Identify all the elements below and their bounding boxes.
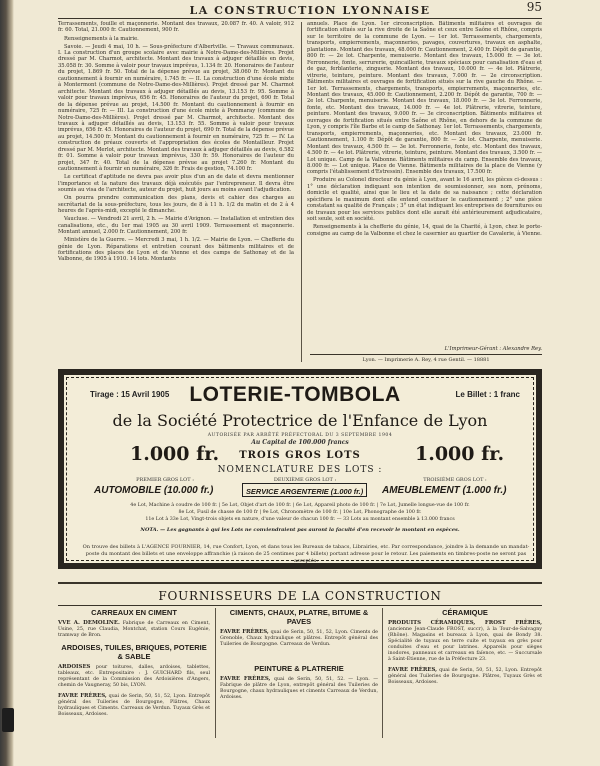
draw-date: Tirage : 15 Avril 1905: [90, 390, 170, 399]
paragraph: annuels. Place de Lyon. 1er circonscription. Bâtiments militaires et ouvrages de fortification situés sur la rive droite de la Saône et ceux entre Saône et Rhône, compris sur le territoire de la commune de Lyon. — 1er lot. Terrassements, chargements, transports, empierrements, maçonneries, pavages, couvertures, travaux en asphalte, plantations. Montant des travaux, 48.000 fr. Cautionnement, 2.400 fr. Dépôt de garantie, 800 fr. — 2e lot. Charpente, menuiserie. Montant des travaux, 15.000 fr. — 3e lot. Ferronnerie, fonte, serrurerie, quincaillerie, travaux spéciaux pour canalisation d'eau et de gaz, ferblanterie, zinguerie. Montant des travaux, 10.000 fr. — 4e lot. Plâtrerie, vitrerie, teinture, peinture. Montant des travaux, 7.000 fr. — 2e circonscription. Bâtiments militaires et ouvrages de fortification situés sur la rive gauche du Rhône. — 1er lot. Terrassements, chargements, transports, empierrements, maçonneries, etc. Montant des travaux, 45.000 fr. Cautionnement, 2.200 fr. Dépôt de garantie, 700 fr. — 2e lot. Charpente, menuiserie. Montant des travaux, 18.000 fr. — 3e lot. Ferronnerie, fonte, etc. Montant des travaux, 14.000 fr. — 4e lot. Plâtrerie, vitrerie, teinture, peinture. Montant des travaux, 9.000 fr. — 3e circonscription. Bâtiments militaires et ouvrages de fortification situés entre Saône et Rhône, en dehors de la commune de Lyon, y compris l'île Barbe et le camp de Sathonay. 1er lot. Terrassements, chargements, transports, empierrements, maçonneries, etc. Montant des travaux, 23.000 fr. Cautionnement, 1.100 fr. Dépôt de garantie, 800 fr. — 2e lot. Charpente, menuiserie. Montant des travaux, 4.500 fr. — 3e lot. Ferronnerie, fonte, etc. Montant des travaux, 4.500 fr. — 4e lot. Plâtrerie, vitrerie, teinture, peinture. Montant des travaux, 3.500 fr. — Lot unique. Camp de la Valbonne. Bâtiments militaires du camp. Ensemble des travaux, 8.000 fr. — Lot unique. Place de Vienne. Bâtiments militaires de la place de Vienne (y compris l'établissement d'Estressin). Ensemble des travaux, 17.500 fr.: [307, 21, 542, 176]
supplier-entry: [220, 629, 378, 648]
supplier-column: [58, 608, 210, 722]
paragraph: Produire au Colonel directeur du génie à Lyon, avant le 16 avril, les pièces ci-dessus : 1° une déclaration indiquant son intention de soumissionner, ses nom, prénoms, domicile et qualité, ainsi que le lieu et la date de sa naissance ; cette déclaration spécifiera le maximum dont elle entend constituer le cautionnement ; 2° une pièce constatant sa qualité de Français ; 3° un état indiquant les entreprises de fournitures ou de travaux pour les services publics dont elle aurait été antérieurement adjudicataire, soit seule, soit en société.: [307, 177, 542, 223]
third-lot-rank: TROISIÈME GROS LOT :: [423, 477, 487, 483]
imprint-rule: [310, 354, 542, 355]
ticket-sale-info: On trouve des billets à L'AGENCE FOURNIER, 14, rue Confort, Lyon, et dans tous les Bureaux de tabacs, Librairies, etc. Par correspondance, joindre à la demande un mandat-poste du montant des billets et une enveloppe affranchie (à raison de 25 centimes par 4 billets) portant adresse pour le retour. Les paiements en timbres-poste ne seront pas acceptés.: [82, 544, 530, 564]
supplier-entry: [58, 693, 210, 718]
society-name: de la Société Protectrice de l'Enfance de Lyon: [112, 411, 488, 430]
capital-text: Au Capital de 100.000 francs: [251, 439, 349, 446]
column-divider: [382, 608, 383, 738]
page-binding-edge: [0, 0, 14, 766]
supplier-entry: [58, 664, 210, 689]
supplier-heading: CIMENTS, CHAUX, PLATRE, BITUME & PAVES: [229, 608, 369, 626]
column-divider: [301, 22, 302, 362]
paragraph: On pourra prendre communication des plans, devis et cahier des charges au secrétariat de la sous-préfecture, tous les jours, de 8 à 11 h. 1/2 du matin et de 2 à 4 heures de l'après-midi, excepté le dimanche.: [58, 195, 294, 215]
supplier-name: PRODUITS CÉRAMIQUES, FROST FRÈRES,: [388, 620, 542, 626]
supplier-description: quai de Serin, 50, 51, 52, Lyon. Entrepôt général des Tuileries de Bourgogne, Plâtres, Chaux hydrauliques et Ciments. Carreaux de Verdun. Tuyaux Grès et Boisseaux, Ardoises.: [58, 694, 210, 717]
authorization-text: AUTORISÉE PAR ARRÊTÉ PRÉFECTORAL DU 3 SEPTEMBRE 1904: [207, 433, 393, 438]
second-lot-rank: DEUXIÈME GROS LOT :: [273, 477, 337, 483]
supplier-name: FAVRE FRÈRES,: [388, 667, 438, 673]
supplier-description: quai de Serin, 50, 51, 52. — Lyon. — Fabrique de plâtre de Lyon, entrepôt général des Tuileries de Bourgogne, chaux hydrauliques et ciments Carreaux de Verdun, Ardoises.: [220, 677, 378, 700]
paragraph: Le certificat d'aptitude ne devra pas avoir plus d'un an de date et devra mentionner l'importance et la nature des travaux déjà exécutés par l'entrepreneur. Il devra être soumis au visa de l'architecte, auteur du projet, huit jours au moins avant l'adjudication.: [58, 174, 294, 194]
supplier-name: FAVRE FRÈRES,: [220, 629, 269, 635]
three-big-lots: TROIS GROS LOTS: [239, 450, 361, 461]
first-lot-value: AUTOMOBILE (10.000 fr.): [94, 485, 214, 496]
supplier-description: quai de Serin, 50, 51, 52, Lyon. Entrepôt général des Tuileries de Bourgogne. Plâtres, Tuyaux Grès et Boisseaux, Ardoises.: [388, 668, 542, 685]
minor-lots-line: 11e Lot à 33e Lot, Vingt-trois objets en nature, d'une valeur de chacun 100 fr. — 33 Lots au montant ensemble à 13.000 francs: [145, 517, 455, 523]
signature-block: [307, 343, 542, 352]
ticket-price: Le Billet : 1 franc: [455, 390, 520, 399]
minor-lots-list: [70, 502, 530, 524]
page-number: 95: [526, 0, 542, 14]
library-stamp: [2, 708, 14, 732]
supplier-description: quai de Serin, 50, 51, 52, Lyon. Ciments de Grenoble, Chaux hydraulique et plâtres. Entrepôt général des Tuileries de Bourgogne. Carreaux de Verdun.: [220, 630, 378, 647]
printer-signature: L'Imprimeur-Gérant : Alexandre Rey.: [444, 346, 542, 352]
paragraph: Ministère de la Guerre. — Mercredi 3 mai, 1 h. 1/2. — Mairie de Lyon. — Chefferie du génie de Lyon. Réparations et entretien courant des bâtiments militaires et de fortifications des places de Lyon et de Vienne et des camps de Sathonay et de la Valbonne, de 1905 à 1910. 14 lots. Montants: [58, 237, 294, 263]
column-divider: [215, 608, 216, 738]
page-header-title: LA CONSTRUCTION LYONNAISE: [189, 4, 431, 17]
first-lot-rank: PREMIER GROS LOT :: [136, 477, 194, 483]
supplier-heading: PEINTURE & PLATRERIE: [254, 664, 344, 673]
supplier-name: VVE A. DEMOLINE.: [58, 620, 120, 626]
right-text-column: [307, 21, 542, 344]
paragraph: Renseignements à la chefferie du génie, 14, quai de la Charité, à Lyon, chez le porte-consigne au camp de la Valbonne et chez le casernier au quartier de Cavalerie, à Vienne.: [307, 224, 542, 237]
printer-imprint: Lyon. — Imprimerie A. Rey, 4 rue Gentil. — 18881: [362, 357, 490, 363]
amount-left: 1.000 fr.: [130, 443, 220, 465]
supplier-name: ARDOISES: [58, 664, 91, 670]
supplier-name: FAVRE FRÈRES,: [58, 693, 107, 699]
supplier-description: (ancienne Jean-Claude FROST, succr), à la Tour-de-Salvagny (Rhône). Magasins et bureaux à Lyon, quai de Bondy 38. Spécialité de tuyaux en terre cuite et tuyaux en grès pour conduites d'eau et pour latrines. Appareils pour sièges inodores, panneaux et carreaux en faïence, etc. — Succursale à Saint-Etienne, rue de la Préfecture 23.: [388, 627, 542, 662]
supplier-heading: CÉRAMIQUE: [442, 608, 488, 617]
paragraph: Savoie. — Jeudi 4 mai, 10 h. — Sous-préfecture d'Albertville. — Travaux communaux. I. La construction d'un groupe scolaire avec mairie à Notre-Dame-des-Millières. Projet dressé par M. Charmot, architecte. Montant des travaux à adjuger détaillés en devis, 35.058 fr. 30. Somme à valoir pour travaux imprévus, 1.134 fr. 20. Honoraires de l'auteur du projet, 1.869 fr. 50. Total de la dépense prévue au projet, 38.060 fr. Montant du cautionnement à fournir en numéraire, 1.745 fr. — II. La construction d'une école mixte à Montermont (commune de Notre-Dame-des-Millières). Projet dressé par M. Charmot architecte. Montant des travaux à adjuger détaillés au devis, 13.153 fr. 95. Somme à valoir pour travaux imprévus, 656 fr. 45. Honoraires de l'auteur du projet, 690 fr. Total de la dépense prévue au projet, 14.500 fr. Montant du cautionnement à fournir en numéraire, 725 fr. — III. La construction d'une école mixte à Pommaray (commune de Notre-Dame-des-Millières). Projet dressé par M. Charmot, architecte. Montant des travaux à adjuger détaillés au devis, 13.153 fr. 55. Somme à valoir pour travaux imprévus, 656 fr. 45. Honoraires de l'auteur du projet, 690 fr. Total de la dépense prévue au projet, 14.500 fr. Montant du cautionnement à fournir en numéraire, 725 fr. — IV. La construction de préaux couverts et l'appropriation des écoles de Montailleur. Projet dressé par M. Merlot, architecte. Montant des travaux à adjuger détaillés au devis, 6.582 fr. 01. Somme à valoir pour travaux imprévus, 330 fr. 59. Honoraires de l'auteur du projet, 347 fr. 40. Total de la dépense prévue au projet 7.260 fr. Montant du cautionnement à fournir en numéraire, 326 fr. Frais de gestion, 74.100 fr.: [58, 43, 294, 173]
second-lot-value: SERVICE ARGENTERIE (1.000 fr.): [246, 487, 364, 496]
suppliers-title: FOURNISSEURS DE LA CONSTRUCTION: [158, 589, 442, 603]
paragraph: Vaucluse. — Vendredi 21 avril, 2 h. — Mairie d'Avignon. — Installation et entretien des canalisations, etc., du 1er mai 1905 au 30 avril 1909. Terrassement et maçonnerie. Montant annuel, 2.000 fr. Cautionnement, 200 fr.: [58, 216, 294, 236]
third-lot-value: AMEUBLEMENT (1.000 fr.): [382, 485, 507, 496]
supplier-entry: [220, 676, 378, 701]
supplier-entry: [58, 620, 210, 639]
section-rule: [58, 582, 542, 584]
supplier-column: [220, 608, 378, 705]
minor-lots-line: 8e Lot, Fusil de chasse de 100 fr | 9e Lot, Chronomètre de 100 fr. | 10e Lot, Phonographe de 100 fr.: [178, 510, 422, 516]
minor-lots-line: 4e Lot, Machine à coudre de 100 fr. | 5e Lot, Objet d'art de 100 fr. | 6e Lot, Appareil photo de 100 fr. | 7e Lot, Jumelle longue-vue de 100 fr.: [130, 503, 470, 508]
supplier-description: pour toitures, dalles, ardoises, tablettes, tableaux, etc. Entrepositaire : J. GUICHARD fils, seul représentant de la Commission des Ardoisières d'Angers, chemin de Vaugneray, 50 bis, LYON.: [58, 665, 210, 688]
lots-nomenclature: NOMENCLATURE DES LOTS :: [217, 465, 383, 475]
left-text-column: [58, 21, 294, 361]
amount-right: 1.000 fr.: [415, 443, 505, 465]
supplier-name: FAVRE FRÈRES,: [220, 676, 271, 682]
supplier-heading: ARDOISES, TUILES, BRIQUES, POTERIE & SABLE: [61, 643, 207, 661]
supplier-heading: CARREAUX EN CIMENT: [91, 608, 177, 617]
supplier-entry: [388, 620, 542, 663]
paragraph: Renseignements à la mairie.: [64, 35, 139, 42]
lottery-advertisement: [58, 369, 542, 569]
paragraph: Terrassements, fouille et maçonnerie. Montant des travaux, 20.087 fr. 40. A valoir, 912 fr. 60. Total, 21.000 fr. Cautionnement, 900 fr.: [58, 21, 294, 34]
supplier-description: Fabrique de Carreaux en Ciment, Usine, 25, rue Claudia, Montchat, station Cours Eugénie, tramway de Bron.: [58, 621, 210, 638]
supplier-column: [388, 608, 542, 690]
section-rule: [58, 605, 542, 606]
header-rule: [58, 18, 542, 19]
lottery-title: LOTERIE-TOMBOLA: [189, 383, 401, 406]
lottery-note: NOTA. — Les gagnants à qui les Lots ne conviendraient pas auront la faculté d'en recevoir le montant en espèces.: [140, 527, 460, 533]
supplier-entry: [388, 667, 542, 686]
